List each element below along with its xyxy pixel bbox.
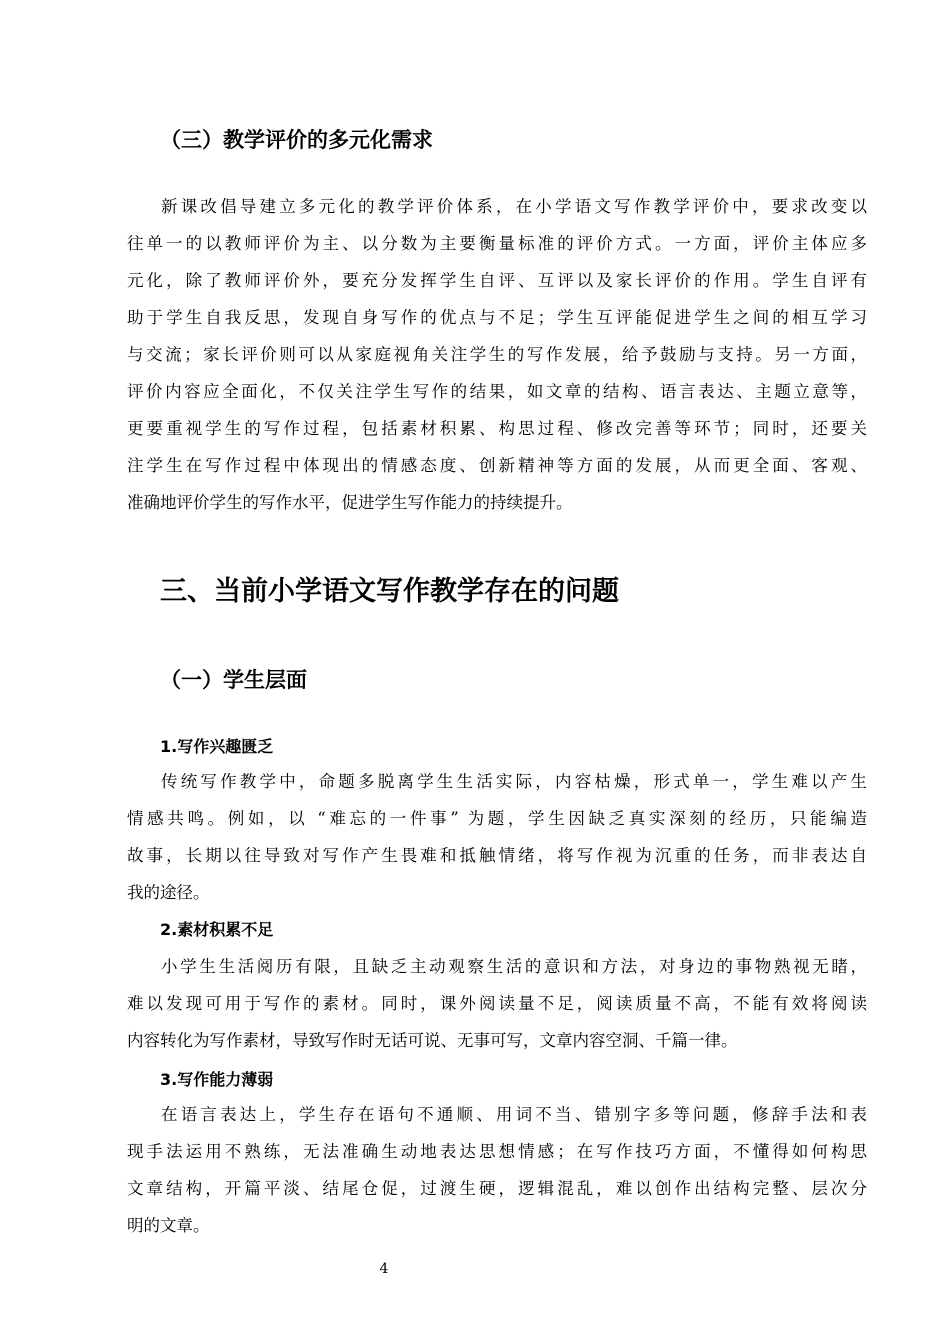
paragraph-line: 内容转化为写作素材，导致写作时无话可说、无事可写，文章内容空洞、千篇一律。 xyxy=(127,1031,738,1050)
item-heading-ability: 3.写作能力薄弱 xyxy=(160,1070,274,1089)
item-heading-interest: 1.写作兴趣匮乏 xyxy=(160,737,274,756)
chapter-heading-problems: 三、当前小学语文写作教学存在的问题 xyxy=(160,576,619,607)
paragraph-line: 故事，长期以往导致对写作产生畏难和抵触情绪，将写作视为沉重的任务，而非表达自 xyxy=(127,846,867,865)
paragraph-line: 往单一的以教师评价为主、以分数为主要衡量标准的评价方式。一方面，评价主体应多 xyxy=(127,234,867,253)
section-heading-students: （一）学生层面 xyxy=(160,668,307,692)
paragraph-line: 新课改倡导建立多元化的教学评价体系，在小学语文写作教学评价中，要求改变以 xyxy=(161,197,867,216)
paragraph-line: 小学生生活阅历有限，且缺乏主动观察生活的意识和方法，对身边的事物熟视无睹， xyxy=(161,957,867,976)
paragraph-line: 现手法运用不熟练，无法准确生动地表达思想情感；在写作技巧方面，不懂得如何构思 xyxy=(127,1142,867,1161)
page-number: 4 xyxy=(379,1261,389,1277)
paragraph-line: 助于学生自我反思，发现自身写作的优点与不足；学生互评能促进学生之间的相互学习 xyxy=(127,308,867,327)
paragraph-line: 注学生在写作过程中体现出的情感态度、创新精神等方面的发展，从而更全面、客观、 xyxy=(127,456,867,475)
paragraph-line: 准确地评价学生的写作水平，促进学生写作能力的持续提升。 xyxy=(127,493,573,512)
paragraph-line: 我的途径。 xyxy=(127,883,210,902)
paragraph-line: 情感共鸣。例如，以 “难忘的一件事” 为题，学生因缺乏真实深刻的经历，只能编造 xyxy=(127,809,867,828)
paragraph-line: 传统写作教学中，命题多脱离学生生活实际，内容枯燥，形式单一，学生难以产生 xyxy=(161,772,867,791)
item-heading-materials: 2.素材积累不足 xyxy=(160,920,274,939)
paragraph-ability xyxy=(127,1096,867,1244)
paragraph-interest xyxy=(127,763,867,911)
paragraph-line: 文章结构，开篇平淡、结尾仓促，过渡生硬，逻辑混乱，难以创作出结构完整、层次分 xyxy=(127,1179,867,1198)
paragraph-line: 元化，除了教师评价外，要充分发挥学生自评、互评以及家长评价的作用。学生自评有 xyxy=(127,271,867,290)
paragraph-materials xyxy=(127,948,867,1059)
paragraph-line: 与交流；家长评价则可以从家庭视角关注学生的写作发展，给予鼓励与支持。另一方面， xyxy=(127,345,867,364)
paragraph-line: 难以发现可用于写作的素材。同时，课外阅读量不足，阅读质量不高，不能有效将阅读 xyxy=(127,994,867,1013)
paragraph-line: 在语言表达上，学生存在语句不通顺、用词不当、错别字多等问题，修辞手法和表 xyxy=(161,1105,867,1124)
paragraph-line: 更要重视学生的写作过程，包括素材积累、构思过程、修改完善等环节；同时，还要关 xyxy=(127,419,867,438)
paragraph-evaluation xyxy=(127,188,867,521)
section-heading-evaluation: （三）教学评价的多元化需求 xyxy=(160,128,433,152)
paragraph-line: 明的文章。 xyxy=(127,1216,210,1235)
paragraph-line: 评价内容应全面化，不仅关注学生写作的结果，如文章的结构、语言表达、主题立意等， xyxy=(127,382,867,401)
